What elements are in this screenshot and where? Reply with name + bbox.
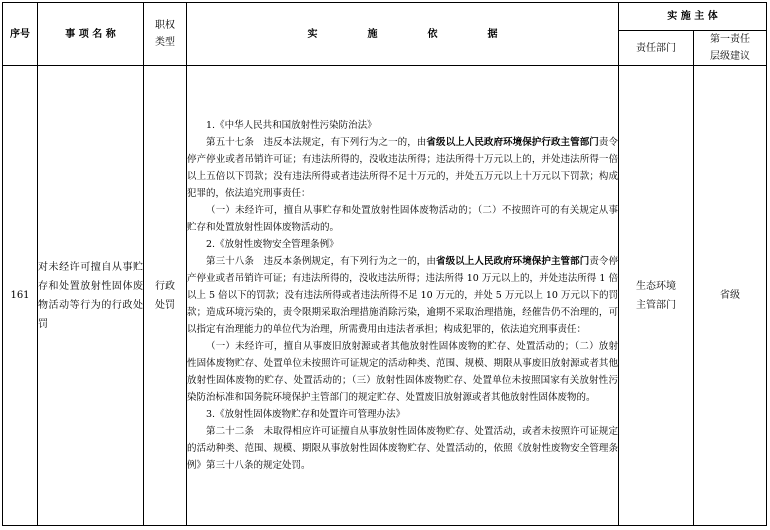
header-authority-type-line1: 职权: [155, 20, 175, 31]
basis-law-2-title: 2.《放射性废物安全管理条例》: [206, 239, 339, 250]
header-serial-number: 序号: [3, 3, 38, 66]
header-authority-type-line2: 类型: [155, 37, 175, 48]
header-responsible-department: 责任部门: [619, 31, 694, 66]
row-implementation-basis: [187, 66, 619, 526]
row-responsibility-level: 省级: [694, 66, 767, 526]
header-implementation-basis: [187, 3, 619, 66]
basis-law-1-title: 1.《中华人民共和国放射性污染防治法》: [206, 120, 377, 131]
table-row: [3, 66, 767, 526]
row-dept-line2: 主管部门: [636, 299, 676, 311]
row-item-name: 对未经许可擅自从事贮存和处置放射性固体废物活动等行为的行政处罚: [38, 66, 144, 526]
basis-law-1-article: [187, 134, 618, 202]
basis-law-1-items: （一）未经许可，擅自从事贮存和处置放射性固体废物活动的；（二）不按照许可的有关规定从事贮存和处置放射性固体废物活动的。: [187, 205, 618, 233]
row-responsible-department: [619, 66, 694, 526]
header-basis-char-3: 依: [427, 28, 438, 40]
header-basis-char-4: 据: [487, 28, 498, 40]
header-level-line1: 第一责任: [710, 34, 750, 45]
basis-law-3-title: 3.《放射性固体废物贮存和处置许可管理办法》: [206, 409, 406, 420]
basis-law-2-items: （一）未经许可，擅自从事废旧放射源或者其他放射性固体废物的贮存、处置活动的；（二）放射性固体废物贮存、处置单位未按照许可证规定的活动种类、范围、规模、期限从事废旧放射源或者其他放射性固体废物的贮存、处置活动的；（三）放射性固体废物贮存、处置单位未按照国家有关放射性污染防治标准和国务院环境保护主管部门的规定贮存、处置废旧放射源或者其他放射性固体废物的。: [187, 341, 618, 403]
row-serial-number: 161: [3, 66, 38, 526]
basis-law-1-article-body: 责令停产停业或者吊销许可证；有违法所得的，没收违法所得；违法所得十万元以上的，并处违法所得一倍以上五倍以下罚款；没有违法所得或者违法所得不足十万元的，并处五万元以上十万元以下罚款；构成犯罪的，依法追究刑事责任：: [187, 137, 618, 199]
header-item-name: 事 项 名 称: [38, 3, 144, 66]
basis-law-1-article-lead: 第五十七条 违反本法规定，有下列行为之一的，由: [206, 137, 427, 148]
row-type-line1: 行政: [155, 280, 175, 292]
header-implementation-subject: 实 施 主 体: [619, 3, 767, 31]
header-basis-char-1: 实: [307, 28, 318, 40]
header-level-line2: 层级建议: [710, 51, 750, 62]
row-authority-type: [144, 66, 187, 526]
basis-law-1-authority: 省级以上人民政府环境保护行政主管部门: [426, 137, 599, 148]
basis-law-2-article-lead: 第三十八条 违反本条例规定，有下列行为之一的，由: [206, 256, 436, 267]
header-authority-type: [144, 3, 187, 66]
header-basis-char-2: 施: [367, 28, 378, 40]
row-type-line2: 处罚: [155, 299, 175, 311]
basis-law-2-authority: 省级以上人民政府环境保护主管部门: [435, 256, 590, 267]
basis-law-2-article-body: 责令停产停业或者吊销许可证；有违法所得的，没收违法所得；违法所得 10 万元以上的，并处违法所得 1 倍以上 5 倍以下的罚款；没有违法所得或者违法所得不足 10 万元的，并处 5 万元以上 10 万元以下的罚款；造成环境污染的，责令限期采取治理措施消除污染，逾期不采取治理措施，经催告仍不治理的，可以指定有治理能力的单位代为治理，所需费用由违法者承担；构成犯罪的，依法追究刑事责任：: [187, 256, 618, 335]
basis-law-2-article: [187, 253, 618, 338]
header-first-responsibility-level: [694, 31, 767, 66]
authority-table: [2, 2, 767, 526]
row-dept-line1: 生态环境: [636, 280, 676, 292]
basis-law-3-article: 第二十二条 未取得相应许可证擅自从事放射性固体废物贮存、处置活动，或者未按照许可证规定的活动种类、范围、规模、期限从事放射性固体废物贮存、处置活动的，依照《放射性废物安全管理条例》第三十八条的规定处罚。: [187, 426, 618, 471]
